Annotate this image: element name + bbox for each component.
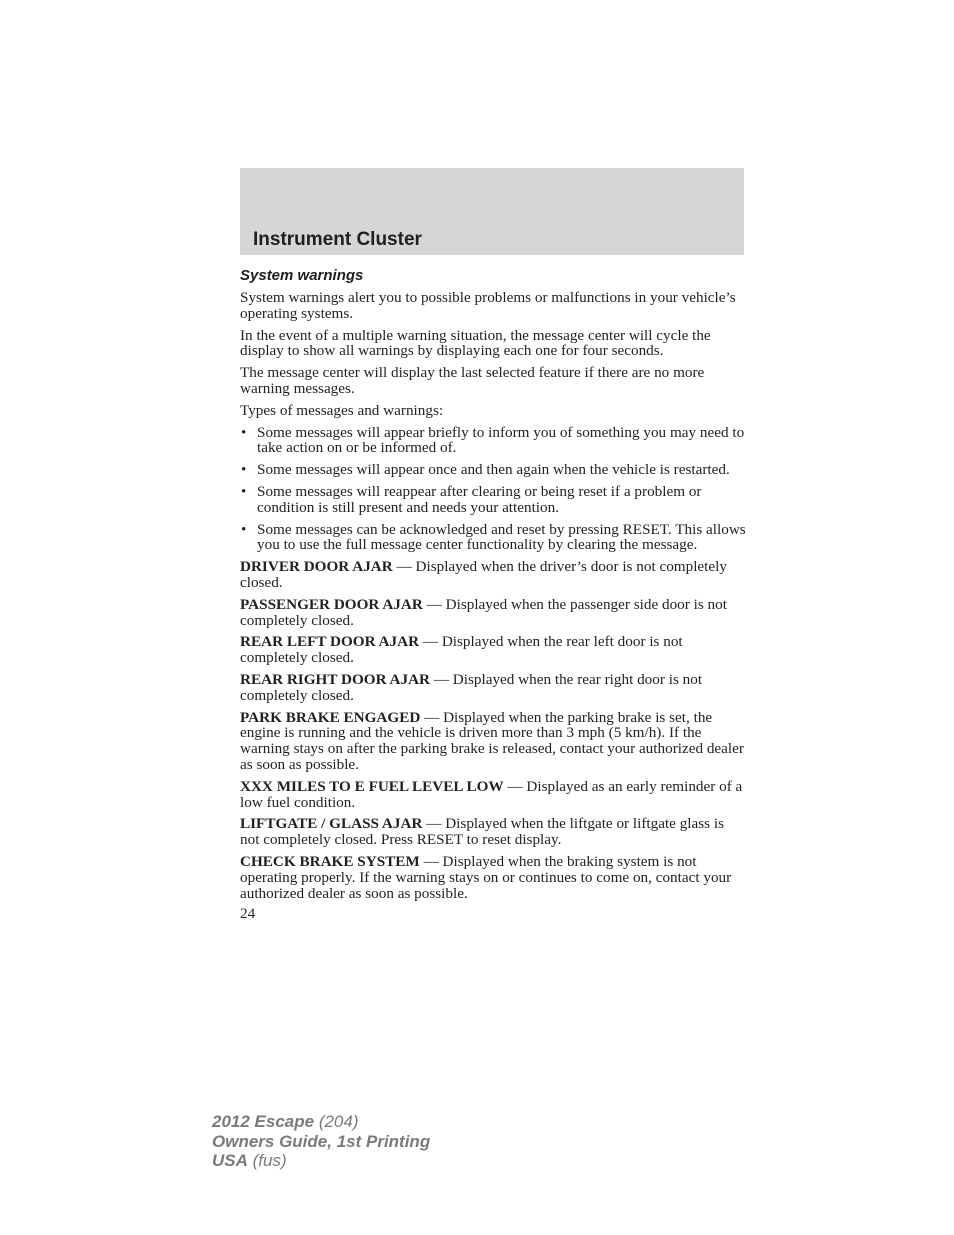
footer-guide-edition: Owners Guide, 1st Printing	[212, 1131, 431, 1151]
warning-term: REAR RIGHT DOOR AJAR	[240, 670, 431, 688]
warning-description: — Displayed when the parking brake is set, the engine is running and the vehicle is driven more than 3 mph (5 km/h). If the warning stays on after the parking brake is released, contact your authorized dealer as soon as possible.	[240, 708, 744, 773]
warning-entry	[240, 710, 746, 773]
warning-entry	[240, 672, 746, 704]
warning-description: — Displayed when the rear right door is not completely closed.	[240, 670, 703, 704]
footer-model: 2012 Escape	[212, 1112, 315, 1131]
warning-term: XXX MILES TO E FUEL LEVEL LOW	[240, 777, 504, 795]
warning-term: PASSENGER DOOR AJAR	[240, 595, 423, 613]
warning-term: DRIVER DOOR AJAR	[240, 558, 393, 576]
list-item	[240, 425, 746, 457]
intro-paragraph: System warnings alert you to possible problems or malfunctions in your vehicle’s operating systems.	[240, 289, 736, 322]
section-title: Instrument Cluster	[253, 229, 422, 250]
warning-entry	[240, 816, 746, 848]
warning-entry	[240, 597, 746, 629]
warning-term: LIFTGATE / GLASS AJAR	[240, 815, 423, 833]
list-item-text: Some messages will appear briefly to inform you of something you may need to take action on or be informed of.	[257, 423, 745, 457]
warning-term: CHECK BRAKE SYSTEM	[240, 852, 420, 870]
warning-term: PARK BRAKE ENGAGED	[240, 708, 421, 726]
footer-region: USA	[212, 1151, 248, 1170]
list-item	[240, 484, 746, 516]
footer-line-region	[212, 1151, 430, 1171]
page-number: 24	[240, 905, 256, 923]
footer-region-code: (fus)	[247, 1151, 287, 1170]
intro-paragraph: The message center will display the last selected feature if there are no more warning messages.	[240, 364, 705, 397]
bullet-icon: •	[241, 461, 247, 479]
page-content	[240, 267, 746, 922]
warning-description: — Displayed as an early reminder of a low fuel condition.	[240, 777, 743, 811]
warning-entry	[240, 779, 746, 811]
warning-entry	[240, 559, 746, 591]
intro-paragraph: Types of messages and warnings:	[240, 401, 444, 419]
section-header-band	[240, 168, 744, 255]
warning-description: — Displayed when the rear left door is not completely closed.	[240, 633, 683, 667]
list-item-text: Some messages will reappear after clearing or being reset if a problem or condition is still present and needs your attention.	[257, 482, 702, 516]
warning-description: — Displayed when the driver’s door is not completely closed.	[240, 558, 727, 591]
document-footer	[212, 1112, 430, 1171]
list-item-text: Some messages will appear once and then again when the vehicle is restarted.	[257, 461, 730, 479]
warning-entry	[240, 854, 746, 901]
warning-description: — Displayed when the braking system is not operating properly. If the warning stays on or continues to come on, contact your authorized dealer as soon as possible.	[240, 852, 732, 902]
list-item	[240, 462, 746, 478]
intro-paragraph: In the event of a multiple warning situation, the message center will cycle the display to show all warnings by displaying each one for four seconds.	[240, 326, 711, 360]
warning-description: — Displayed when the passenger side door is not completely closed.	[240, 595, 727, 629]
warning-description: — Displayed when the liftgate or liftgate glass is not completely closed. Press RESET to reset display.	[240, 815, 725, 849]
bullet-icon: •	[241, 520, 247, 538]
message-types-list	[240, 425, 746, 554]
footer-model-code: (204)	[314, 1112, 359, 1131]
warning-term: REAR LEFT DOOR AJAR	[240, 633, 420, 651]
list-item-text: Some messages can be acknowledged and reset by pressing RESET. This allows you to use the full message center functionality by clearing the message.	[257, 520, 746, 554]
subsection-heading: System warnings	[240, 267, 364, 284]
list-item	[240, 522, 746, 554]
bullet-icon: •	[241, 482, 247, 500]
footer-line-model	[212, 1112, 430, 1132]
warning-entry	[240, 634, 746, 666]
bullet-icon: •	[241, 423, 247, 441]
